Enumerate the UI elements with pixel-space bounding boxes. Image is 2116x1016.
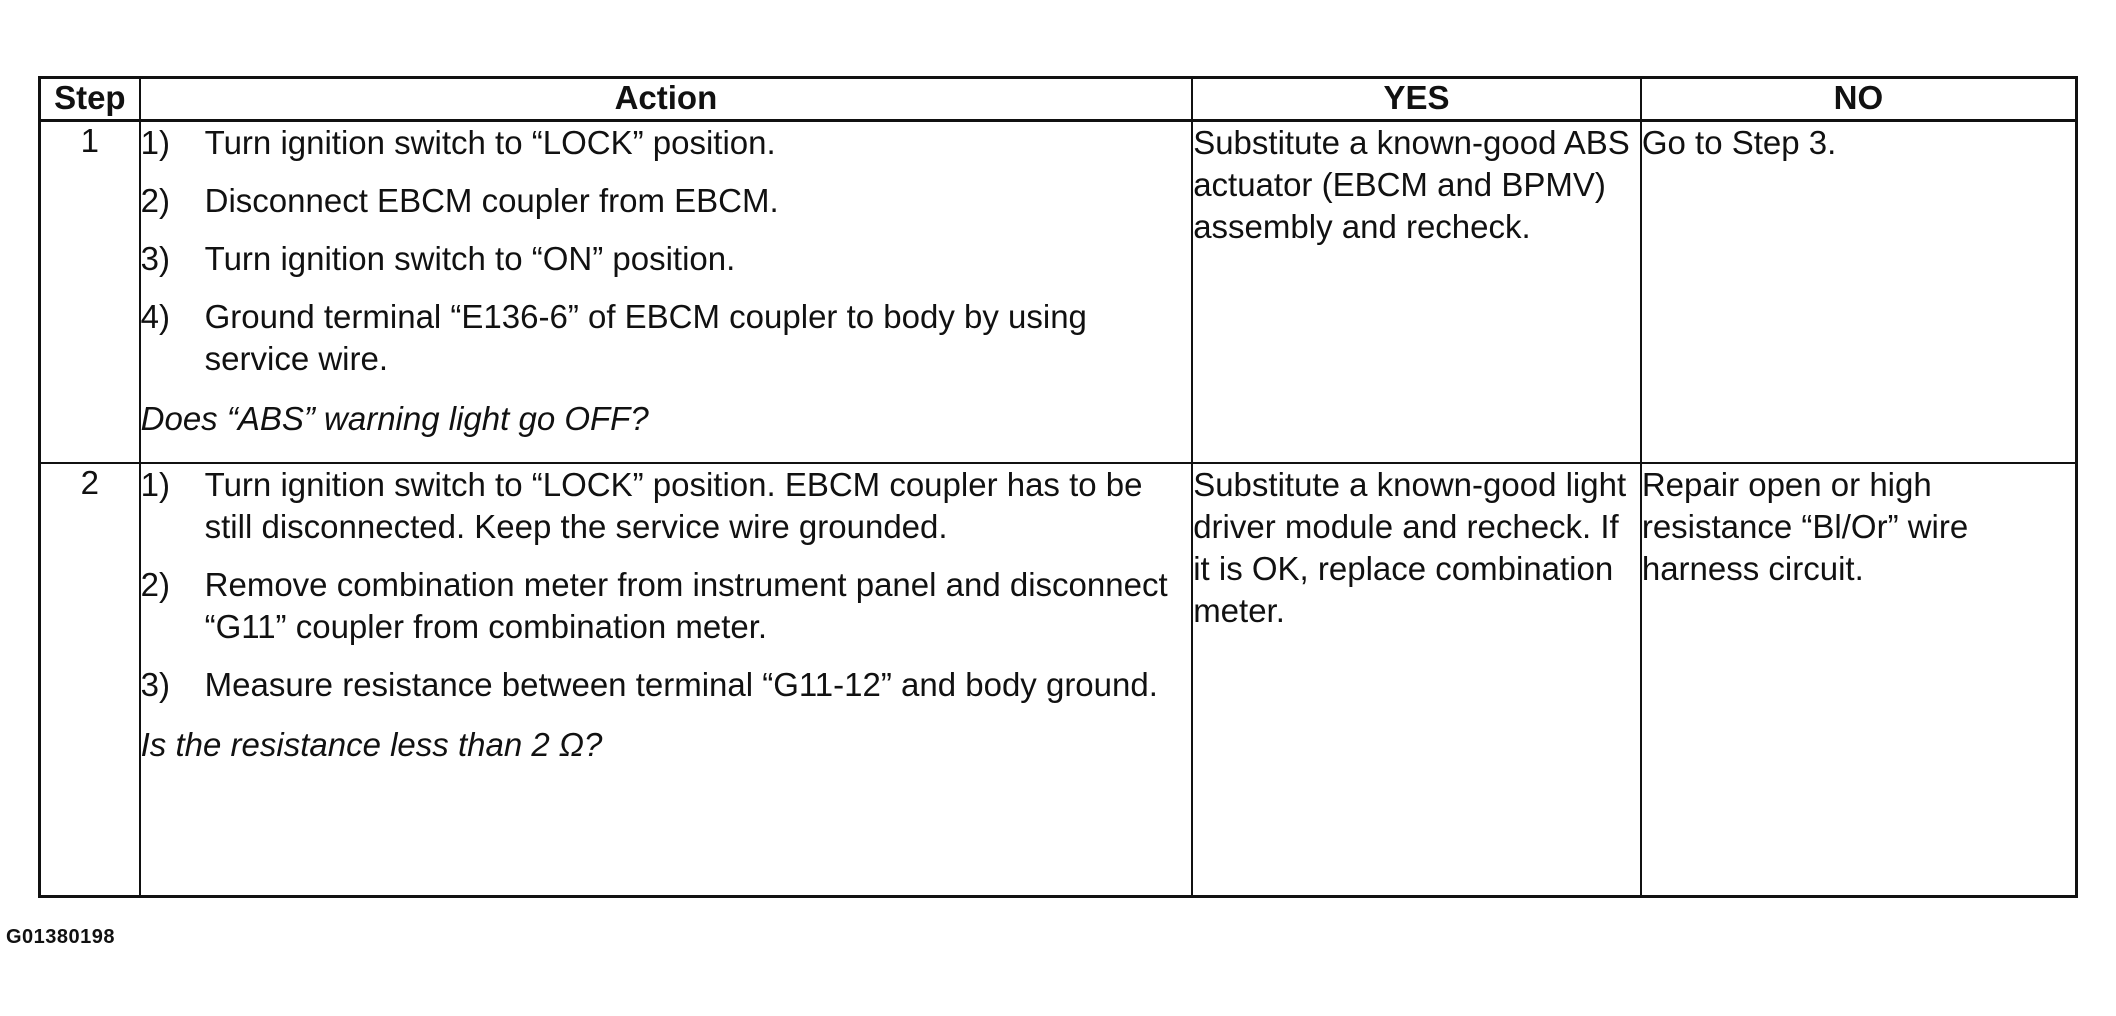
action-item-number: 2): [140, 566, 170, 604]
yes-result: Substitute a known-good ABS actuator (EBCM and BPMV) assembly and recheck.: [1192, 121, 1641, 464]
action-item-number: 1): [140, 466, 170, 504]
action-item: [141, 122, 1192, 164]
action-item-number: 3): [140, 240, 170, 277]
action-item-text: Ground terminal “E136-6” of EBCM coupler to body by using service wire.: [204, 298, 1087, 377]
action-item: [141, 564, 1192, 648]
action-item-number: 1): [140, 124, 170, 161]
diagnostic-table: [38, 76, 2078, 898]
action-item-number: 4): [140, 298, 170, 335]
table-row: [40, 463, 2077, 896]
action-item: [141, 180, 1192, 222]
header-action: Action: [140, 78, 1193, 121]
action-item-text: Turn ignition switch to “LOCK” position. EBCM coupler has to be still disconnected. Keep the service wire grounded.: [204, 466, 1143, 546]
table-row: [40, 121, 2077, 464]
no-result: Go to Step 3.: [1641, 121, 2077, 464]
action-item-text: Turn ignition switch to “LOCK” position.: [204, 124, 776, 161]
step-number: 1: [40, 121, 140, 464]
action-list: [141, 464, 1192, 706]
yes-result: Substitute a known-good light driver module and recheck. If it is OK, replace combination meter.: [1192, 463, 1641, 896]
action-item-text: Remove combination meter from instrument panel and disconnect “G11” coupler from combination meter.: [204, 566, 1168, 646]
check-question: Does “ABS” warning light go OFF?: [140, 400, 649, 437]
action-item: [141, 664, 1192, 706]
step-number: 2: [40, 463, 140, 896]
figure-id: G01380198: [6, 926, 116, 948]
header-step: Step: [40, 78, 140, 121]
table-header-row: [40, 78, 2077, 121]
action-item-text: Measure resistance between terminal “G11-12” and body ground.: [204, 666, 1158, 704]
action-item: [141, 238, 1192, 280]
action-cell: [140, 121, 1193, 464]
action-item: [141, 296, 1192, 380]
header-no: NO: [1641, 78, 2077, 121]
action-cell: [140, 463, 1193, 896]
check-question: Is the resistance less than 2 Ω?: [140, 726, 603, 764]
action-item-number: 2): [140, 182, 170, 219]
action-item: [141, 464, 1192, 548]
header-yes: YES: [1192, 78, 1641, 121]
action-list: [141, 122, 1192, 380]
action-item-text: Turn ignition switch to “ON” position.: [204, 240, 736, 277]
action-item-text: Disconnect EBCM coupler from EBCM.: [204, 182, 779, 219]
no-result: Repair open or high resistance “Bl/Or” wire harness circuit.: [1641, 463, 2077, 896]
action-item-number: 3): [140, 666, 170, 704]
